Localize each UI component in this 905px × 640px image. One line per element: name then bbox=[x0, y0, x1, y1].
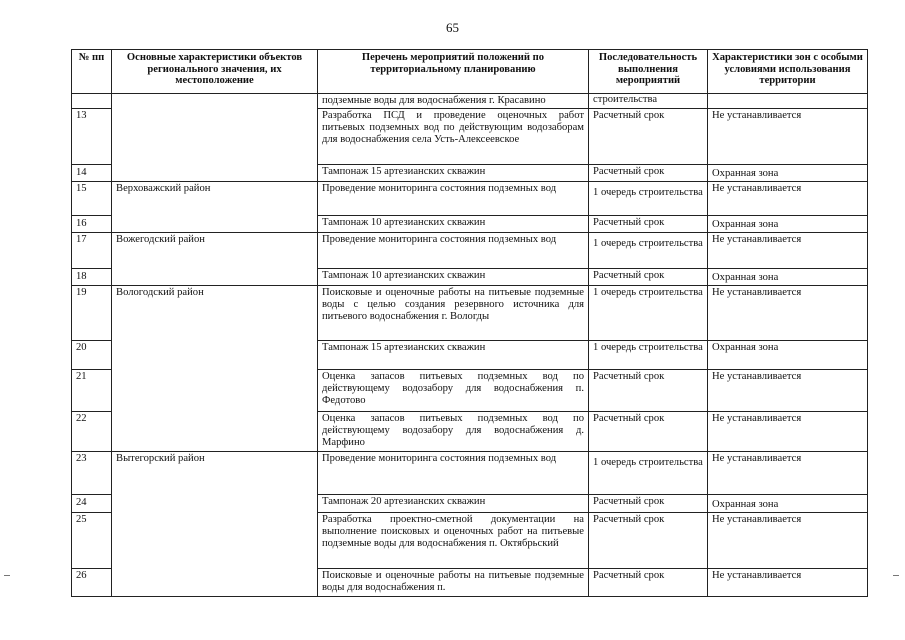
row-measure: Оценка запасов питьевых подземных вод по действующему водозабору для водоснабжения д. Марфино bbox=[318, 412, 589, 452]
page-number: 65 bbox=[446, 20, 459, 35]
row-zone: Охранная зона bbox=[708, 216, 868, 233]
row-sequence: 1 очередь строительства bbox=[589, 286, 708, 341]
table-row bbox=[72, 233, 868, 269]
row-measure: Тампонаж 10 артезианских скважин bbox=[318, 216, 589, 233]
row-measure: Оценка запасов питьевых подземных вод по действующему водозабору для водоснабжения п. Федотово bbox=[318, 370, 589, 412]
row-sequence: Расчетный срок bbox=[589, 269, 708, 286]
row-measure: Тампонаж 20 артезианских скважин bbox=[318, 495, 589, 513]
row-num: 13 bbox=[72, 109, 112, 165]
row-measure: Проведение мониторинга состояния подземных вод bbox=[318, 233, 589, 269]
row-zone: Не устанавливается bbox=[708, 233, 868, 269]
row-num: 21 bbox=[72, 370, 112, 412]
row-measure: Поисковые и оценочные работы на питьевые подземные воды с целью создания резервного источника для питьевого водоснабжения г. Вологды bbox=[318, 286, 589, 341]
row-measure: Проведение мониторинга состояния подземных вод bbox=[318, 182, 589, 216]
row-zone: Не устанавливается bbox=[708, 370, 868, 412]
row-zone: Не устанавливается bbox=[708, 412, 868, 452]
row-district: Вожегодский район bbox=[112, 233, 318, 286]
row-num: 24 bbox=[72, 495, 112, 513]
row-district: Верховажский район bbox=[112, 182, 318, 233]
row-measure: Тампонаж 15 артезианских скважин bbox=[318, 165, 589, 182]
right-edge-mark bbox=[893, 575, 899, 576]
row-num: 18 bbox=[72, 269, 112, 286]
row-zone: Не устанавливается bbox=[708, 286, 868, 341]
row-sequence: Расчетный срок bbox=[589, 109, 708, 165]
table-row bbox=[72, 286, 868, 341]
row-num: 25 bbox=[72, 513, 112, 569]
table-row bbox=[72, 452, 868, 495]
header-sequence: Последовательность выполнения мероприятий bbox=[589, 50, 708, 94]
row-zone: Не устанавливается bbox=[708, 452, 868, 495]
header-num: № пп bbox=[72, 50, 112, 94]
row-num: 16 bbox=[72, 216, 112, 233]
left-edge-mark bbox=[4, 575, 10, 576]
row-sequence: 1 очередь строительства bbox=[589, 341, 708, 370]
row-district bbox=[112, 94, 318, 182]
row-sequence: 1 очередь строительства bbox=[589, 182, 708, 216]
row-zone: Охранная зона bbox=[708, 269, 868, 286]
row-num: 26 bbox=[72, 569, 112, 597]
row-sequence: 1 очередь строительства bbox=[589, 233, 708, 269]
row-sequence: Расчетный срок bbox=[589, 412, 708, 452]
row-zone: Охранная зона bbox=[708, 495, 868, 513]
row-sequence: Расчетный срок bbox=[589, 495, 708, 513]
row-sequence: Расчетный срок bbox=[589, 216, 708, 233]
row-sequence: Расчетный срок bbox=[589, 569, 708, 597]
row-zone: Не устанавливается bbox=[708, 569, 868, 597]
header-measures: Перечень мероприятий положений по территориальному планированию bbox=[318, 50, 589, 94]
row-num: 23 bbox=[72, 452, 112, 495]
row-num: 15 bbox=[72, 182, 112, 216]
row-num: 17 bbox=[72, 233, 112, 269]
row-sequence: 1 очередь строительства bbox=[589, 452, 708, 495]
row-sequence: Расчетный срок bbox=[589, 165, 708, 182]
row-measure: Разработка проектно-сметной документации на выполнение поисковых и оценочных работ на питьевые подземные воды для водоснабжения п. Октябрьский bbox=[318, 513, 589, 569]
row-measure: подземные воды для водоснабжения г. Красавино bbox=[318, 94, 589, 109]
row-zone: Не устанавливается bbox=[708, 513, 868, 569]
row-measure: Поисковые и оценочные работы на питьевые подземные воды для водоснабжения п. bbox=[318, 569, 589, 597]
table-row bbox=[72, 182, 868, 216]
row-district: Вологодский район bbox=[112, 286, 318, 452]
row-sequence: строительства bbox=[589, 94, 708, 109]
header-zones: Характеристики зон с особыми условиями использования территории bbox=[708, 50, 868, 94]
row-num: 20 bbox=[72, 341, 112, 370]
row-district: Вытегорский район bbox=[112, 452, 318, 597]
row-zone bbox=[708, 94, 868, 109]
row-sequence: Расчетный срок bbox=[589, 513, 708, 569]
row-zone: Не устанавливается bbox=[708, 109, 868, 165]
row-measure: Тампонаж 10 артезианских скважин bbox=[318, 269, 589, 286]
row-num: 22 bbox=[72, 412, 112, 452]
row-num: 19 bbox=[72, 286, 112, 341]
header-characteristics: Основные характеристики объектов регионального значения, их местоположение bbox=[112, 50, 318, 94]
table-row bbox=[72, 94, 868, 109]
row-zone: Не устанавливается bbox=[708, 182, 868, 216]
row-sequence: Расчетный срок bbox=[589, 370, 708, 412]
row-measure: Разработка ПСД и проведение оценочных работ питьевых подземных вод по действующим водозаборам для водоснабжения села Усть-Алексеевское bbox=[318, 109, 589, 165]
row-num: 14 bbox=[72, 165, 112, 182]
table-header-row bbox=[72, 50, 868, 94]
row-num bbox=[72, 94, 112, 109]
row-measure: Проведение мониторинга состояния подземных вод bbox=[318, 452, 589, 495]
measures-table bbox=[71, 49, 868, 597]
row-zone: Охранная зона bbox=[708, 341, 868, 370]
row-zone: Охранная зона bbox=[708, 165, 868, 182]
row-measure: Тампонаж 15 артезианских скважин bbox=[318, 341, 589, 370]
